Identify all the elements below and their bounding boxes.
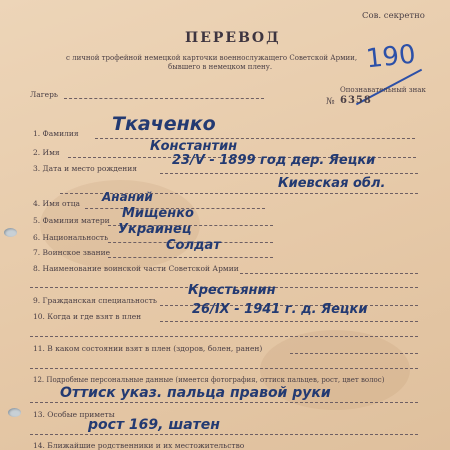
field-label-unit: 8. Наименование воинской части Советской Армии (33, 264, 239, 273)
punch-hole (4, 228, 17, 237)
field-value-name: Константин (150, 139, 238, 154)
camp-line (64, 98, 264, 99)
document-subtitle: с личной трофейной немецкой карточки военнослужащего Советской Армии, (66, 54, 358, 62)
field-line (160, 173, 418, 174)
field-value-birth-region: Киевская обл. (278, 176, 386, 191)
punch-hole (8, 408, 21, 417)
field-value-mother: Мищенко (122, 206, 194, 221)
field-value-surname: Ткаченко (112, 113, 216, 135)
field-label-camp: Лагерь (30, 90, 58, 99)
field-line (30, 434, 418, 435)
field-label-condition: 11. В каком состоянии взят в плен (здоров, болен, ранен) (33, 344, 263, 353)
field-value-personal-data: Оттиск указ. пальца правой руки (60, 385, 331, 401)
field-value-birth: 23/V - 1899 год дер. Яецки (172, 153, 376, 168)
field-label-birth: 3. Дата и место рождения (33, 164, 138, 173)
field-value-captured: 26/IX - 1941 г. д. Яецки (192, 302, 368, 317)
field-value-profession: Крестьянин (188, 283, 276, 298)
field-line (30, 336, 418, 337)
field-line (160, 321, 418, 322)
field-label-name: 2. Имя (33, 148, 60, 157)
field-line (30, 402, 418, 403)
field-label-personal-data: 12. Подробные персональные данные (имеется фотография, оттиск пальцев, рост, цвет волос) (33, 376, 385, 384)
field-line (95, 138, 415, 139)
field-value-rank: Солдат (166, 238, 221, 253)
field-label-surname: 1. Фамилия (33, 129, 79, 138)
field-label-relatives: 14. Ближайшие родственники и их местожительство (33, 441, 245, 450)
field-label-nationality: 6. Национальность (33, 233, 109, 242)
ident-no-prefix: № (326, 97, 335, 107)
field-label-captured: 10. Когда и где взят в плен (33, 312, 142, 321)
field-label-rank: 7. Воинское звание (33, 248, 111, 257)
document-title: ПЕРЕВОД (185, 30, 281, 46)
document-subtitle: бывшего в немецком плену. (168, 63, 273, 71)
field-label-father: 4. Имя отца (33, 199, 80, 208)
field-value-nationality: Украинец (118, 222, 192, 237)
field-line (30, 368, 418, 369)
stamp-number: 190 (364, 39, 418, 75)
field-label-mother: 5. Фамилия матери (33, 216, 110, 225)
field-label-profession: 9. Гражданская специальность (33, 296, 157, 305)
field-label-marks: 13. Особые приметы (33, 410, 115, 419)
field-value-father: Ананий (102, 190, 153, 204)
ident-value: 6358 (340, 95, 372, 106)
field-line (290, 353, 418, 354)
field-line (108, 257, 273, 258)
classification-mark: Сов. секретно (362, 11, 425, 21)
ident-label: Опознавательный знак (340, 86, 426, 94)
field-line (240, 273, 418, 274)
field-value-marks: рост 169, шатен (88, 417, 220, 433)
